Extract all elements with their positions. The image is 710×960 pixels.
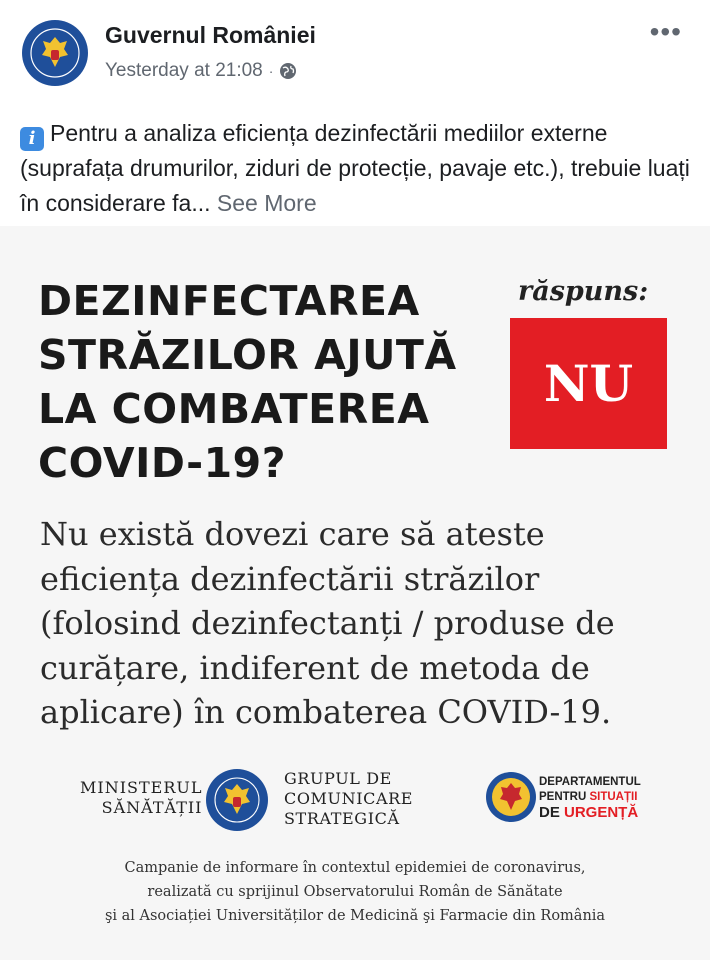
headline-line: DEZINFECTAREA (38, 277, 420, 325)
page-avatar[interactable] (22, 20, 88, 86)
post-body: Pentru a analiza eficiența dezinfectării mediilor externe (suprafața drumurilor, ziduri de protecție, pavaje etc.), trebuie luați în considerare fa... (20, 120, 690, 216)
strategic-communication-group-logo (284, 769, 413, 829)
logo-text: STRATEGICĂ (284, 809, 400, 828)
logo-text: PENTRU (539, 791, 590, 803)
meta-separator: · (268, 63, 274, 79)
logo-text: MINISTERUL (80, 778, 203, 797)
logo-text (539, 805, 641, 820)
post-image[interactable] (0, 226, 710, 960)
post-header (0, 0, 710, 108)
headline-line: STRĂZILOR AJUTĂ (38, 331, 457, 379)
logo-text: URGENȚĂ (564, 804, 639, 821)
post-meta (105, 60, 297, 82)
logo-text: DE (539, 804, 565, 821)
logo-text: SĂNĂTĂȚII (101, 798, 203, 817)
emergency-department-logo (539, 775, 641, 820)
dsu-emblem (486, 772, 536, 822)
logo-text: COMUNICARE (284, 789, 414, 808)
post-text (20, 116, 690, 221)
card-body-text: Nu există dovezi care să ateste eficiența dezinfectării străzilor (folosind dezinfectanți / produse de curățare, indiferent de metoda de aplicare) în combaterea COVID-19. (40, 515, 615, 731)
logo-text: GRUPUL DE (284, 769, 392, 788)
coat-of-arms-icon (486, 772, 536, 822)
see-more-link[interactable]: See More (216, 190, 317, 216)
answer-label: răspuns: (518, 276, 649, 307)
headline-line: COVID-19? (38, 439, 286, 487)
more-options-button[interactable]: ••• (649, 16, 682, 47)
ministry-of-health-logo (80, 778, 203, 818)
headline-line: LA COMBATEREA (38, 385, 430, 433)
logo-text: DEPARTAMENTUL (539, 776, 641, 788)
government-emblem-icon (206, 769, 268, 831)
globe-icon[interactable] (279, 62, 297, 80)
footer-line: Campanie de informare în contextul epidemiei de coronavirus, (124, 860, 586, 876)
footer-line: realizată cu sprijinul Observatorului Român de Sănătate (147, 884, 563, 900)
logo-text: SITUAȚII (589, 791, 638, 803)
government-seal (206, 769, 268, 831)
footer-line: şi al Asociației Universităților de Medicină şi Farmacie din România (104, 908, 606, 924)
logo-text (539, 790, 641, 805)
card-headline (38, 274, 508, 490)
post-author[interactable]: Guvernul României (105, 22, 316, 48)
answer-badge: NU (510, 318, 667, 449)
government-emblem-icon (22, 20, 88, 86)
campaign-footer (20, 856, 690, 928)
info-icon: i (20, 127, 44, 151)
post-timestamp[interactable]: Yesterday at 21:08 (105, 60, 263, 81)
